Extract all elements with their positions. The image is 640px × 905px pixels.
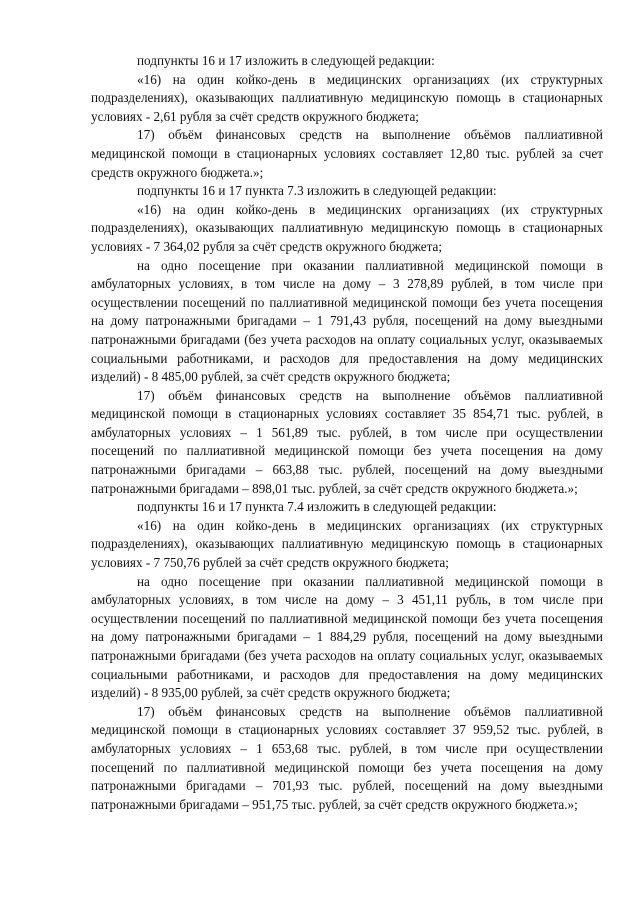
paragraph-item-16-bed-day-7-4: «16) на один койко-день в медицинских организациях (их структурных подразделениях), оказывающих паллиативную медицинскую помощь в стационарных условиях - 7 750,76 рублей за счёт средств окружного бюджета;: [91, 517, 603, 571]
paragraph-item-17-funding-1: 17) объём финансовых средств на выполнение объёмов паллиативной медицинской помощи в стационарных условиях составляет 12,80 тыс. рублей за счет средств окружного бюджета.»;: [91, 127, 603, 180]
paragraph-instruction-1: подпункты 16 и 17 изложить в следующей редакции:: [137, 53, 435, 68]
paragraph-visit-cost-7-3: на одно посещение при оказании паллиативной медицинской помощи в амбулаторных условиях, в том числе на дому – 3 278,89 рублей, в том числе при осуществлении посещений по паллиативной медицинской помощи без учета посещения на дому патронажными бригадами – 1 791,43 рубля, посещений на дому выездными патронажными бригадами (без учета расходов на оплату социальных услуг, оказываемых социальными работниками, и расходов для предоставления на дому медицинских изделий) - 8 485,00 рублей, за счёт средств окружного бюджета;: [91, 257, 603, 385]
paragraph-item-16-bed-day-1: «16) на один койко-день в медицинских организациях (их структурных подразделениях), оказывающих паллиативную медицинскую помощь в стационарных условиях - 2,61 рубля за счёт средств окружного бюджета;: [91, 71, 603, 124]
paragraph-instruction-7-3: подпункты 16 и 17 пункта 7.3 изложить в следующей редакции:: [137, 183, 497, 199]
document-page: [91, 52, 603, 814]
paragraph-item-17-funding-7-3: 17) объём финансовых средств на выполнение объёмов паллиативной медицинской помощи в стационарных условиях составляет 35 854,71 тыс. рублей, в амбулаторных условиях – 1 561,89 тыс. рублей, в том числе при осуществлении посещений по паллиативной медицинской помощи без учета посещения на дому патронажными бригадами – 663,88 тыс. рублей, посещений на дому выездными патронажными бригадами – 898,01 тыс. рублей, за счёт средств окружного бюджета.»;: [91, 387, 603, 496]
paragraph-visit-cost-7-4: на одно посещение при оказании паллиативной медицинской помощи в амбулаторных условиях, в том числе на дому – 3 451,11 рубль, в том числе при осуществлении посещений по паллиативной медицинской помощи без учета посещения на дому патронажными бригадами – 1 884,29 рубля, посещений на дому выездными патронажными бригадами (без учета расходов на оплату социальных услуг, оказываемых социальными работниками, и расходов для предоставления на дому медицинских изделий) - 8 935,00 рублей, за счёт средств окружного бюджета;: [91, 573, 603, 701]
paragraph-instruction-7-4: подпункты 16 и 17 пункта 7.4 изложить в следующей редакции:: [137, 499, 497, 515]
paragraph-item-16-bed-day-7-3: «16) на один койко-день в медицинских организациях (их структурных подразделениях), оказывающих паллиативную медицинскую помощь в стационарных условиях - 7 364,02 рубля за счёт средств окружного бюджета;: [91, 201, 603, 254]
paragraph-item-17-funding-7-4: 17) объём финансовых средств на выполнение объёмов паллиативной медицинской помощи в стационарных условиях составляет 37 959,52 тыс. рублей, в амбулаторных условиях – 1 653,68 тыс. рублей, в том числе при осуществлении посещений по паллиативной медицинской помощи без учета посещения на дому патронажными бригадами – 701,93 тыс. рублей, посещений на дому выездными патронажными бригадами – 951,75 тыс. рублей, за счёт средств окружного бюджета.»;: [91, 703, 603, 812]
